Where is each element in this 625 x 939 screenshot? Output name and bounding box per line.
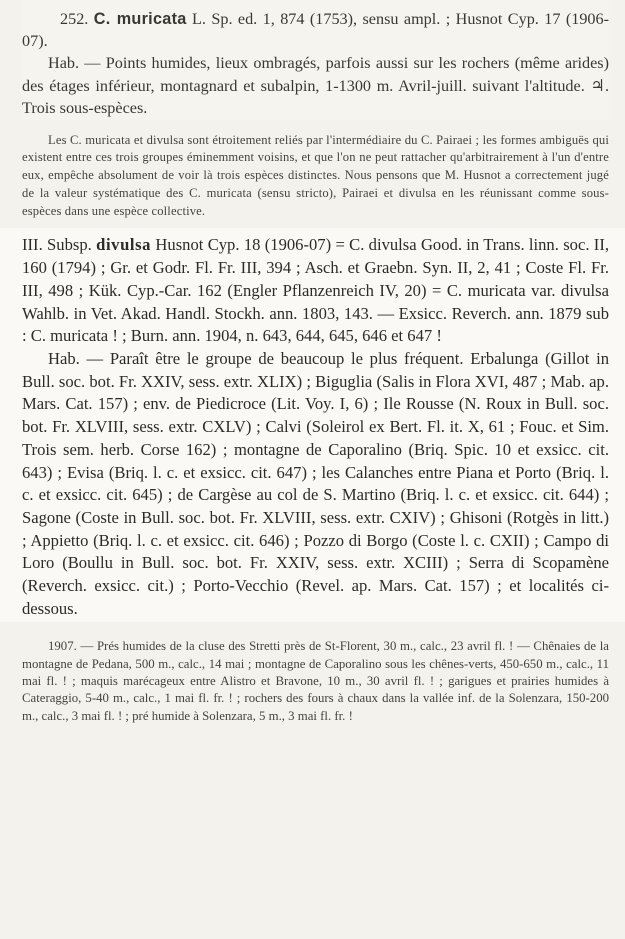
subspecies-section — [0, 228, 625, 622]
species-name: C. muricata — [93, 10, 187, 28]
subspecies-habitat: Hab. — Paraît être le groupe de beaucoup le plus fréquent. Erbalunga (Gillot in Bull. soc. bot. Fr. XXIV, sess. extr. XLIX) ; Biguglia (Salis in Flora XVI, 487 ; Mab. ap. Mars. Cat. 157) ; env. de Piedicroce (Lit. Voy. I, 6) ; Ile Rousse (N. Roux in Bull. soc. bot. Fr. XLVIII, sess. extr. CXLV) ; Calvi (Soleirol ex Bert. Fl. it. X, 61 ; Fouc. et Sim. Trois sem. herb. Corse 162) ; montagne de Caporalino (Briq. Spic. 10 et exsicc. cit. 643) ; Evisa (Briq. l. c. et exsicc. cit. 647) ; les Calanches entre Piana et Porto (Briq. l. c. et exsicc. cit. 645) ; de Cargèse au col de S. Martino (Briq. l. c. et exsicc. cit. 644) ; Sagone (Coste in Bull. soc. bot. Fr. XLVIII, sess. extr. CXIV) ; Ghisoni (Rotgès in litt.) ; Appietto (Briq. l. c. et exsicc. cit. 646) ; Pozzo di Borgo (Coste l. c. CXII) ; Campo di Loro (Boullu in Bull. soc. bot. Fr. XXIV, sess. extr. XCIII) ; Serra di Scopamène (Reverch. exsicc. cit.) ; Porto-Vecchio (Revel. ap. Mars. Cat. 157) ; et localités ci-dessous. — [22, 349, 609, 618]
species-entry — [22, 0, 609, 120]
entry-heading — [22, 0, 609, 52]
taxonomic-note: Les C. muricata et divulsa sont étroitement reliés par l'intermédiaire du C. Pairaei ; les formes ambiguës qui existent entre ces trois groupes éminemment voisins, et que l'on ne peut rattacher qu'arbitrairement à l'un d'entre eux, empêche absolument de voir là trois espèces distinctes. Nous pensons que M. Husnot a correctement jugé de la valeur systématique des C. muricata (sensu stricto), Pairaei et divulsa en les réunissant comme sous-espèces dans une espèce collective. — [22, 132, 609, 218]
subspecies-heading — [22, 234, 609, 348]
subspecies-numeral: III. Subsp. — [22, 235, 92, 255]
subspecies-name: divulsa — [96, 235, 152, 255]
entry-number: 252. — [60, 10, 89, 28]
entry-author-reference: L. Sp. ed. 1, 874 (1753), sensu ampl. ; Husnot Cyp. 17 (1906-07). — [22, 10, 610, 50]
collection-records: 1907. — Prés humides de la cluse des Stretti près de St-Florent, 30 m., calc., 23 avril fl. ! — Chênaies de la montagne de Pedana, 500 m., calc., 14 mai ; montagne de Caporalino sous les chênes-verts, 450-650 m., calc., 11 mai fl. ! ; maquis marécageux entre Alistro et Bravone, 10 m., 30 avril fl. ! ; garigues et prairies humides à Cateraggio, 5-40 m., calc., 1 mai fl. fr. ! ; rochers des fours à chaux dans la vallée inf. de la Solenzara, 150-200 m., calc., 3 mai fl. ! ; pré humide à Solenzara, 5 m., 3 mai fl. fr. ! — [22, 639, 609, 723]
subspecies-synonymy: Husnot Cyp. 18 (1906-07) = C. divulsa Good. in Trans. linn. soc. II, 160 (1794) ; Gr. et Godr. Fl. Fr. III, 394 ; Asch. et Graebn. Syn. II, 2, 41 ; Coste Fl. Fr. III, 498 ; Kük. Cyp.-Car. 162 (Engler Pflanzenreich IV, 20) = C. muricata var. divulsa Wahlb. in Vet. Akad. Handl. Stockh. ann. 1803, 143. — Exsicc. Reverch. ann. 1879 sub : C. muricata ! ; Burn. ann. 1904, n. 643, 644, 645, 646 et 647 ! — [22, 235, 610, 346]
entry-habitat: Hab. — Points humides, lieux ombragés, parfois aussi sur les rochers (même arides) des étages inférieur, montagnard et subalpin, 1-1300 m. Avril-juill. suivant l'altitude. ♃. Trois sous-espèces. — [22, 54, 609, 117]
